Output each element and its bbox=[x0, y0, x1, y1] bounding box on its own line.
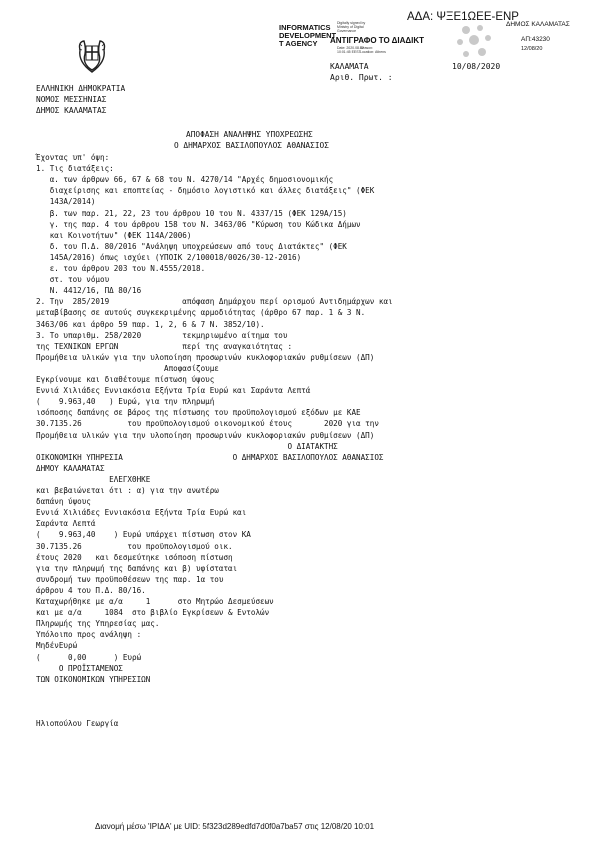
body-line: ( 0,00 ) Ευρώ bbox=[36, 652, 142, 662]
body-line: διαχείρισης και εποπτείας - δημόσιο λογιστικό και άλλες διατάξεις" (ΦΕΚ bbox=[36, 186, 375, 196]
body-line: ΤΩΝ ΟΙΚΟΝΟΜΙΚΩΝ ΥΠΗΡΕΣΙΩΝ bbox=[36, 674, 151, 684]
body-line: Σαράντα Λεπτά bbox=[36, 519, 96, 529]
body-line: και βεβαιώνεται ότι : α) για την ανωτέρω bbox=[36, 486, 219, 495]
body-line: για την πληρωμή της δαπάνης και β) υφίσταται bbox=[36, 563, 238, 573]
body-line: Πληρωμής της Υπηρεσίας μας. bbox=[36, 619, 160, 629]
body-line: συνδρομή των προϋποθέσεων της παρ. 1α του bbox=[36, 574, 224, 584]
stamp-small-text-5: 10:01:45 EEST bbox=[337, 50, 361, 54]
body-line: 30.7135.26 του προϋπολογισμού οικονομικού έτους 2020 για την bbox=[36, 419, 379, 429]
header-protocol: Αριθ. Πρωτ. : bbox=[330, 73, 393, 82]
header-republic: ΕΛΛΗΝΙΚΗ ΔΗΜΟΚΡΑΤΙΑ bbox=[36, 84, 126, 93]
digital-signature-icon bbox=[452, 22, 500, 66]
stamp-small-text-3: Governance bbox=[337, 29, 357, 33]
header-date: 10/08/2020 bbox=[452, 62, 501, 71]
body-line: ισόποσης δαπάνης σε βάρος της πίστωσης του προϋπολογισμού εξόδων με ΚΑΕ bbox=[36, 408, 361, 418]
stamp-small-text-4: Date: 2020.08.12 bbox=[337, 46, 364, 50]
document-subtitle-mayor: Ο ΔΗΜΑΡΧΟΣ ΒΑΣΙΛΟΠΟΥΛΟΣ ΑΘΑΝΑΣΙΟΣ bbox=[174, 141, 329, 150]
stamp-org-line-2: DEVELOPMENT bbox=[279, 31, 337, 40]
body-line: 3463/06 και άρθρο 59 παρ. 1, 2, 6 & 7 Ν. 3852/10). bbox=[36, 319, 265, 329]
body-line: Καταχωρήθηκε με α/α 1 στο Μητρώο Δεσμεύσεων bbox=[36, 597, 274, 606]
header-municipality: ΔΗΜΟΣ ΚΑΛΑΜΑΤΑΣ bbox=[36, 106, 107, 115]
body-line: και με α/α 1084 στο βιβλίο Εγκρίσεων & Εντολών bbox=[36, 608, 270, 618]
body-line: 3. Το υπαριθμ. 258/2020 τεκμηριωμένο αίτημα του bbox=[36, 330, 288, 340]
body-line: μεταβίβασης σε αυτούς συγκεκριμένης αρμοδιότητας (άρθρο 67 παρ. 1 & 3 Ν. bbox=[36, 308, 366, 318]
body-line: Έχοντας υπ' όψη: bbox=[36, 153, 110, 162]
body-line: ΜηδένΕυρώ bbox=[36, 641, 78, 651]
body-line: στ. του νόμου bbox=[36, 275, 110, 285]
body-line: ΔΗΜΟΥ ΚΑΛΑΜΑΤΑΣ bbox=[36, 463, 105, 473]
body-line: Εννιά Χιλιάδες Εννιακόσια Εξήντα Τρία Ευρώ και bbox=[36, 508, 247, 518]
body-line: Ηλιοπούλου Γεωργία bbox=[36, 719, 119, 729]
body-line: 2. Την 285/2019 απόφαση Δημάρχου περί ορισμού Αντιδημάρχων και bbox=[36, 297, 393, 307]
body-line: και Κοινοτήτων" (ΦΕΚ 114Α/2006) bbox=[36, 230, 192, 240]
body-line: Αποφασίζουμε bbox=[36, 363, 219, 373]
body-line: ΟΙΚΟΝΟΜΙΚΗ ΥΠΗΡΕΣΙΑ Ο ΔΗΜΑΡΧΟΣ ΒΑΣΙΛΟΠΟΥΛΟΣ ΑΘΑΝΑΣΙΟΣ bbox=[36, 452, 384, 462]
document-title: ΑΠΟΦΑΣΗ ΑΝΑΛΗΨΗΣ ΥΠΟΧΡΕΩΣΗΣ bbox=[186, 130, 313, 139]
body-line: α. των άρθρων 66, 67 & 68 του Ν. 4270/14 "Αρχές δημοσιονομικής bbox=[36, 175, 334, 185]
stamp-protocol-number: ΑΠ:43230 bbox=[521, 36, 550, 43]
header-city: ΚΑΛΑΜΑΤΑ bbox=[330, 62, 369, 71]
stamp-org-line-1: INFORMATICS bbox=[279, 23, 331, 32]
header-prefecture: ΝΟΜΟΣ ΜΕΣΣΗΝΙΑΣ bbox=[36, 95, 107, 104]
body-line: 30.7135.26 του προϋπολογισμού οικ. bbox=[36, 541, 233, 551]
body-line: 145Α/2016) όπως ισχύει (ΥΠΟΙΚ 2/100018/0026/30-12-2016) bbox=[36, 252, 302, 262]
body-line: Εννιά Χιλιάδες Εννιακόσια Εξήντα Τρία Ευρώ και Σαράντα Λεπτά bbox=[36, 386, 311, 396]
body-line: δαπάνη ύψους bbox=[36, 497, 91, 507]
body-line: ε. του άρθρου 203 του Ν.4555/2018. bbox=[36, 264, 206, 273]
body-line: άρθρου 4 του Π.Δ. 80/16. bbox=[36, 585, 146, 595]
stamp-small-text-7: Location: Athens bbox=[360, 50, 386, 54]
body-line: της ΤΕΧΝΙΚΩΝ ΕΡΓΩΝ περί της αναγκαιότητας : bbox=[36, 341, 293, 351]
body-line: 1. Τις διατάξεις: bbox=[36, 164, 114, 174]
stamp-small-text-6: Reason: bbox=[360, 46, 374, 50]
ada-number: ΑΔΑ: ΨΞΕ1ΩΕΕ-ΕΝΡ bbox=[407, 11, 519, 23]
stamp-org-line-3: T AGENCY bbox=[279, 39, 318, 48]
body-line: δ. του Π.Δ. 80/2016 "Ανάληψη υποχρεώσεων από τους Διατάκτες" (ΦΕΚ bbox=[36, 241, 347, 251]
body-line: Ο ΠΡΟΪΣΤΑΜΕΝΟΣ bbox=[36, 663, 123, 673]
body-line: β. των παρ. 21, 22, 23 του άρθρου 10 του Ν. 4337/15 (ΦΕΚ 129Α/15) bbox=[36, 208, 347, 218]
stamp-copy-note: ΑΝΤΙΓΡΑΦΟ ΤΟ ΔΙΑΔΙΚΤ bbox=[330, 36, 425, 45]
body-line: ΕΛΕΓΧΘΗΚΕ bbox=[36, 474, 151, 484]
body-line: Προμήθεια υλικών για την υλοποίηση προσωρινών κυκλοφοριακών ρυθμίσεων (ΔΠ) bbox=[36, 430, 375, 440]
body-line: Ο ΔΙΑΤΑΚΤΗΣ bbox=[36, 441, 338, 451]
body-line: έτους 2020 και δεσμεύτηκε ισόποση πίστωση bbox=[36, 552, 233, 562]
body-line: γ. της παρ. 4 του άρθρου 158 του Ν. 3463/06 "Κύρωση του Κώδικα Δήμων bbox=[36, 219, 361, 229]
stamp-protocol-date: 12/08/20 bbox=[521, 46, 543, 52]
body-line: ( 9.963,40 ) Ευρώ, για την πληρωμή bbox=[36, 397, 215, 407]
iris-distribution-footer: Διανομή μέσω 'ΙΡΙΔΑ' με UID: 5f323d289edfd7d0f0a7ba57 στις 12/08/20 10:01 bbox=[95, 822, 375, 831]
body-line: Προμήθεια υλικών για την υλοποίηση προσωρινών κυκλοφοριακών ρυθμίσεων (ΔΠ) bbox=[36, 352, 375, 362]
stamp-small-text-2: Ministry of Digital bbox=[337, 25, 364, 29]
greek-coat-of-arms-icon bbox=[76, 38, 108, 74]
stamp-municipality: ΔΗΜΟΣ ΚΑΛΑΜΑΤΑΣ bbox=[506, 21, 570, 28]
body-line: Υπόλοιπο προς ανάληψη : bbox=[36, 630, 142, 640]
body-line: 143Α/2014) bbox=[36, 197, 96, 207]
body-line: Εγκρίνουμε και διαθέτουμε πίστωση ύψους bbox=[36, 375, 215, 384]
stamp-small-text-1: Digitally signed by bbox=[337, 21, 366, 25]
body-line: ( 9.963,40 ) Ευρώ υπάρχει πίστωση στον ΚΑ bbox=[36, 530, 251, 540]
body-line: Ν. 4412/16, ΠΔ 80/16 bbox=[36, 286, 142, 296]
